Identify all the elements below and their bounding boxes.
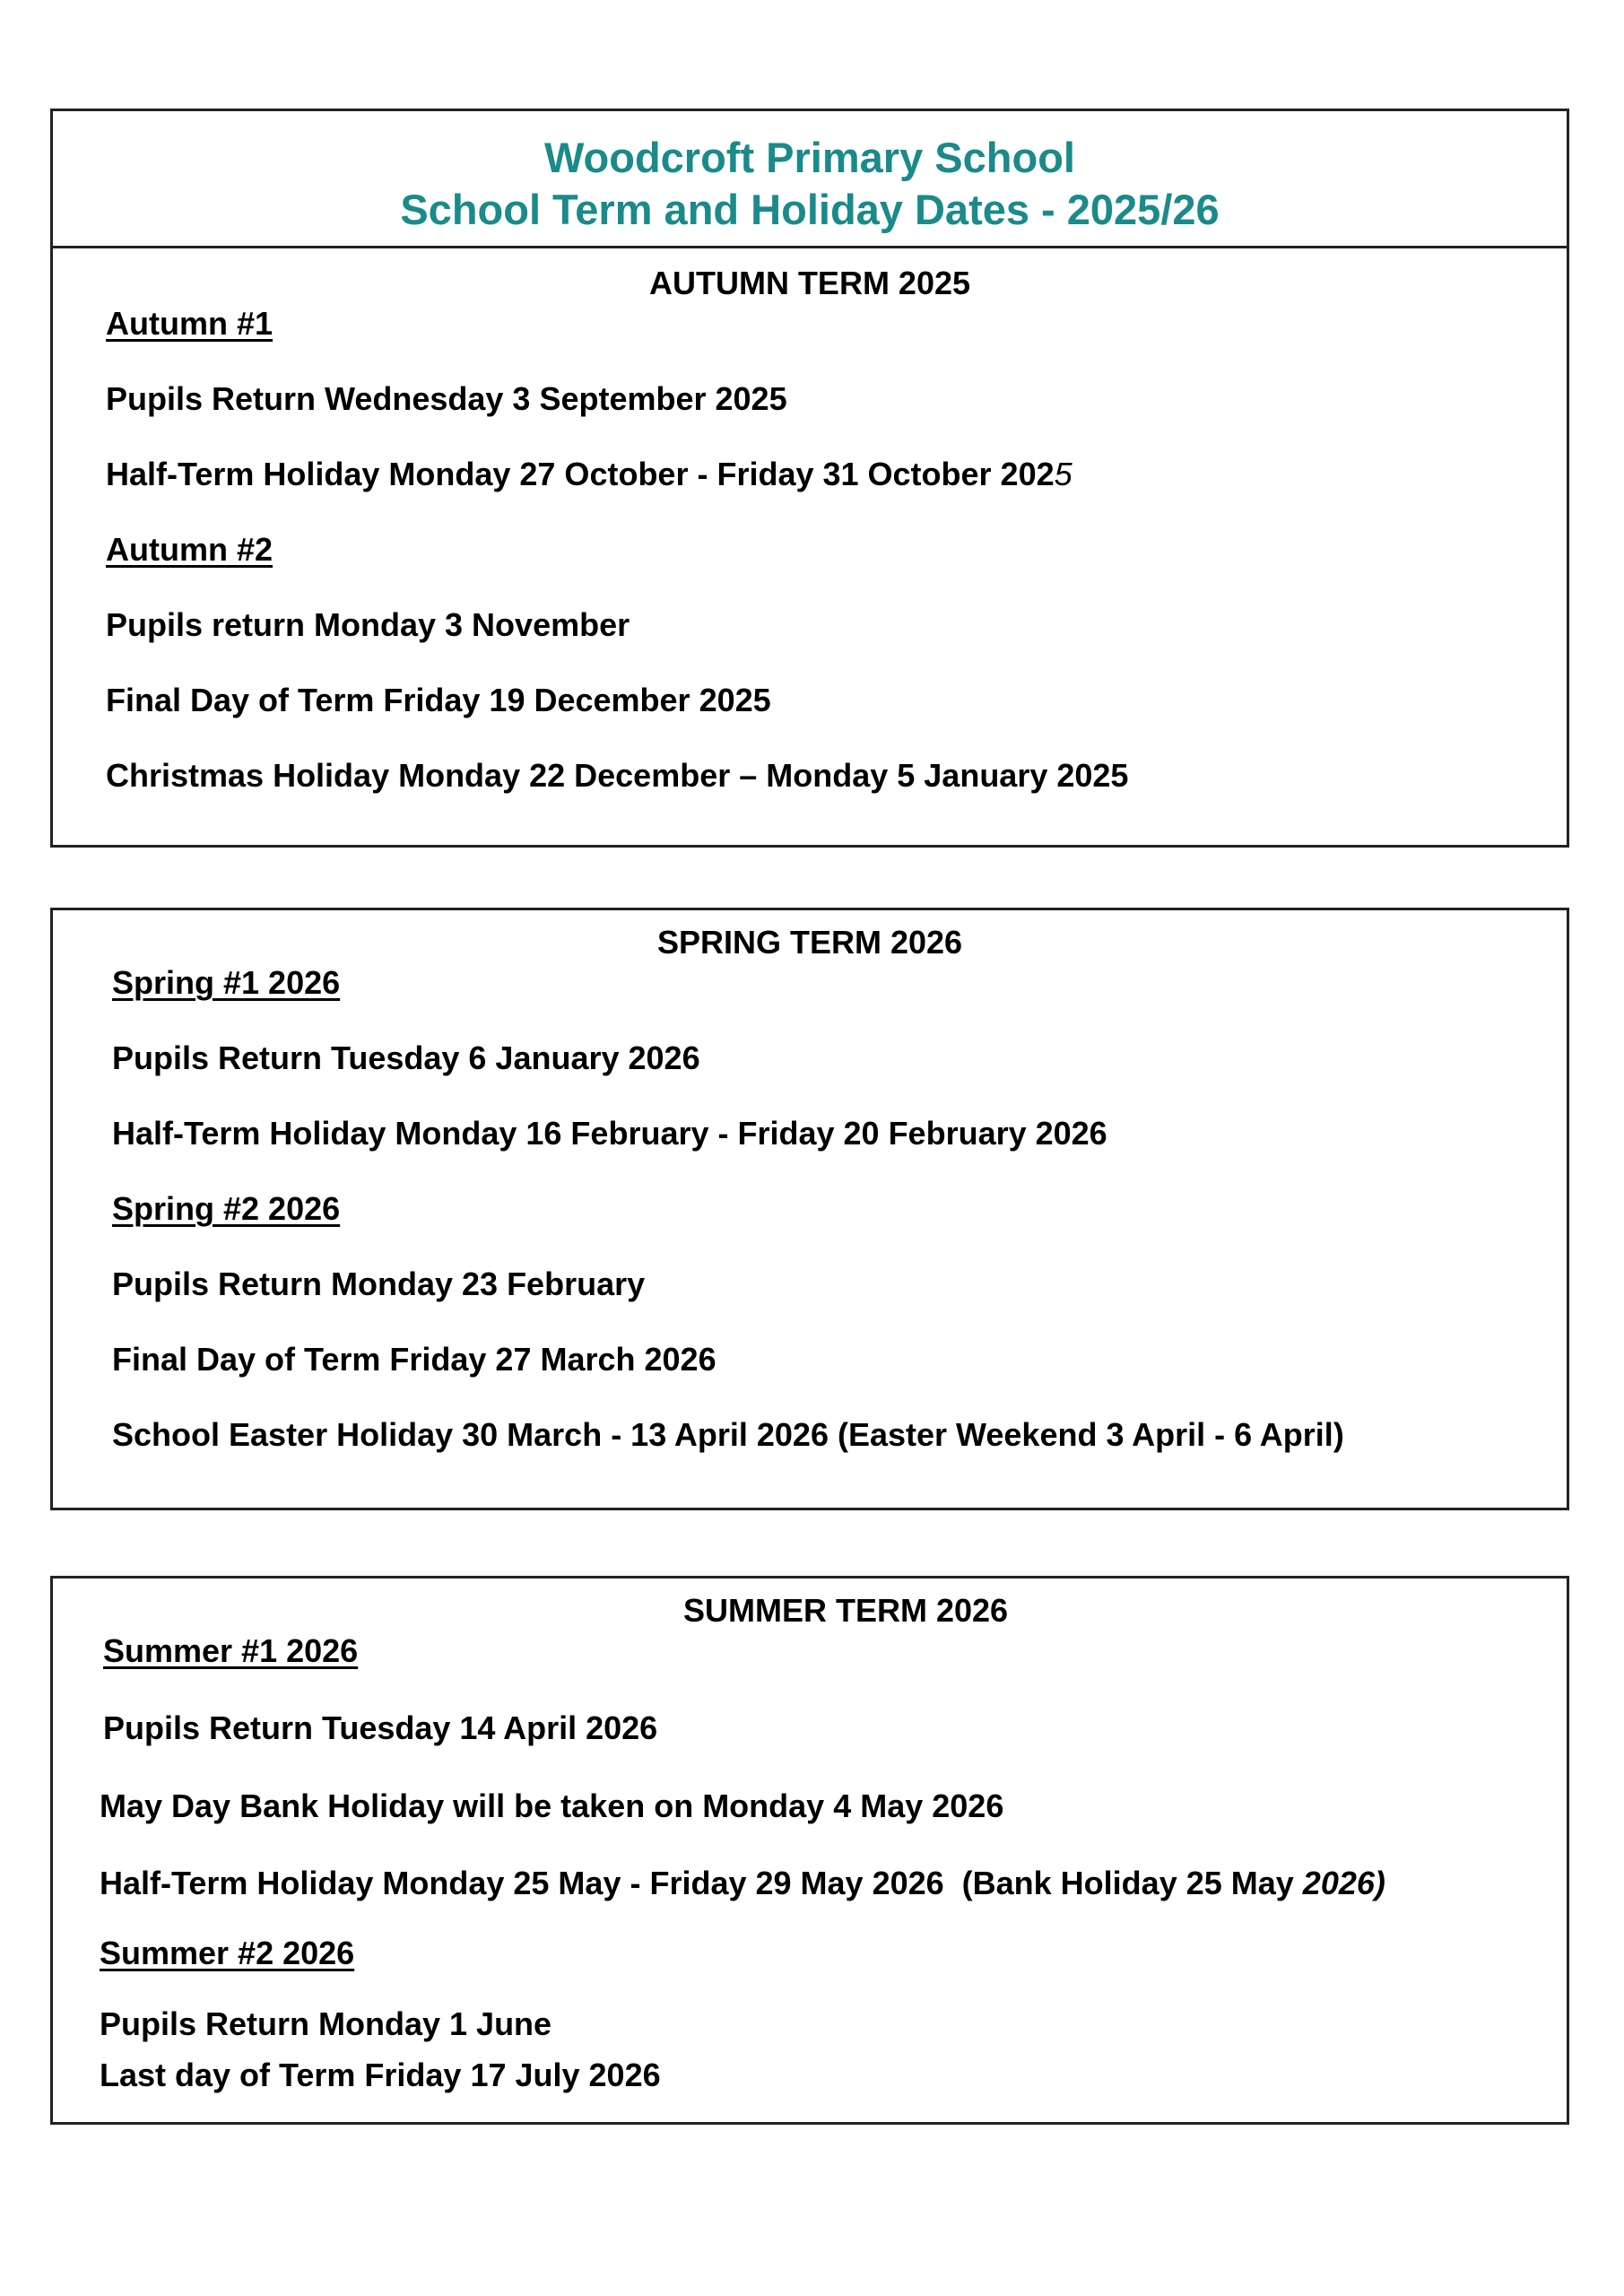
spring-easter-holiday: School Easter Holiday 30 March - 13 April 2026 (Easter Weekend 3 April - 6 April): [112, 1416, 1344, 1453]
autumn-half-term-tail: 5: [1054, 456, 1073, 492]
autumn-pupils-return: Pupils Return Wednesday 3 September 2025: [106, 380, 787, 417]
summer-pupils-return-2: Pupils Return Monday 1 June: [100, 2005, 552, 2042]
school-name: Woodcroft Primary School: [544, 134, 1075, 181]
page-title: School Term and Holiday Dates - 2025/26: [400, 186, 1220, 233]
autumn-pupils-return-2: Pupils return Monday 3 November: [106, 606, 630, 643]
spring-half-term: Half-Term Holiday Monday 16 February - Friday 20 February 2026: [112, 1115, 1107, 1152]
summer-term-panel: [50, 1576, 1569, 2125]
autumn-christmas-holiday: Christmas Holiday Monday 22 December – Monday 5 January 2025: [106, 757, 1129, 794]
autumn-final-day: Final Day of Term Friday 19 December 2025: [106, 682, 771, 718]
spring-term-panel: [50, 908, 1569, 1510]
autumn-2-heading: Autumn #2: [106, 531, 274, 568]
summer-half-term-tail: 2026): [1302, 1865, 1385, 1901]
spring-pupils-return: Pupils Return Tuesday 6 January 2026: [112, 1039, 700, 1076]
spring-pupils-return-2: Pupils Return Monday 23 February: [112, 1265, 646, 1302]
autumn-term-title: AUTUMN TERM 2025: [648, 265, 971, 301]
summer-last-day: Last day of Term Friday 17 July 2026: [100, 2057, 661, 2093]
autumn-half-term: [106, 457, 1073, 492]
summer-half-term: [100, 1866, 1385, 1901]
summer-pupils-return: Pupils Return Tuesday 14 April 2026: [103, 1709, 658, 1746]
summer-term-title: SUMMER TERM 2026: [682, 1592, 1009, 1629]
autumn-term-panel: [50, 109, 1569, 848]
spring-2-heading: Spring #2 2026: [112, 1190, 341, 1227]
spring-term-title: SPRING TERM 2026: [656, 924, 963, 961]
spring-1-heading: Spring #1 2026: [112, 964, 341, 1001]
page-header: [53, 111, 1567, 248]
autumn-half-term-text: Half-Term Holiday Monday 27 October - Friday 31 October 202: [106, 456, 1055, 492]
summer-1-heading: Summer #1 2026: [103, 1632, 359, 1669]
spring-final-day: Final Day of Term Friday 27 March 2026: [112, 1341, 716, 1378]
summer-2-heading: Summer #2 2026: [100, 1935, 355, 1971]
autumn-1-heading: Autumn #1: [106, 305, 274, 342]
summer-may-day: May Day Bank Holiday will be taken on Monday 4 May 2026: [100, 1787, 1004, 1824]
summer-half-term-text: Half-Term Holiday Monday 25 May - Friday 29 May 2026 (Bank Holiday 25 May: [100, 1865, 1303, 1901]
